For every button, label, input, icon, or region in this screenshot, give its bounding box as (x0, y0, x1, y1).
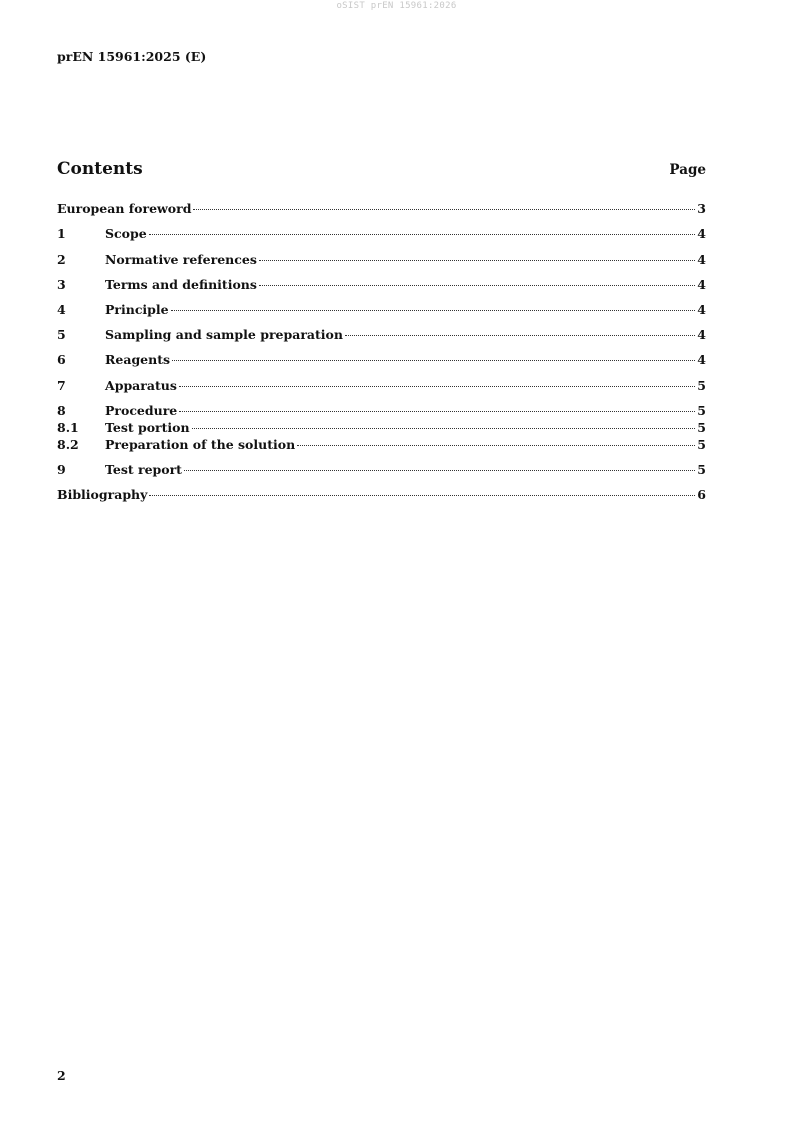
toc-entry-title: Reagents (105, 352, 171, 367)
toc-entry-page: 5 (697, 437, 706, 452)
toc-entry-sampling[interactable] (57, 327, 706, 342)
contents-title: Contents (57, 159, 143, 179)
toc-entry-european-foreword[interactable] (57, 201, 706, 216)
page-column-label: Page (669, 162, 706, 178)
toc-dot-leader (179, 411, 695, 412)
toc-dot-leader (149, 495, 695, 496)
toc-entry-page: 4 (697, 352, 706, 367)
toc-dot-leader (179, 386, 695, 387)
toc-entry-title: Scope (105, 226, 147, 241)
toc-entry-test-portion[interactable] (57, 420, 706, 435)
toc-entry-scope[interactable] (57, 226, 706, 241)
toc-entry-reagents[interactable] (57, 352, 706, 367)
toc-entry-number: 5 (57, 327, 66, 342)
toc-entry-number: 9 (57, 462, 66, 477)
page-number: 2 (57, 1068, 66, 1083)
toc-dot-leader (149, 234, 696, 235)
toc-entry-page: 4 (697, 226, 706, 241)
toc-entry-page: 4 (697, 327, 706, 342)
toc-entry-page: 6 (697, 487, 706, 502)
toc-entry-title: Procedure (105, 403, 178, 418)
toc-entry-apparatus[interactable] (57, 378, 706, 393)
toc-entry-number: 8 (57, 403, 66, 418)
toc-entry-page: 4 (697, 277, 706, 292)
toc-entry-principle[interactable] (57, 302, 706, 317)
toc-entry-number: 6 (57, 352, 66, 367)
toc-dot-leader (297, 445, 695, 446)
toc-entry-normative-references[interactable] (57, 252, 706, 267)
toc-dot-leader (171, 310, 696, 311)
contents-heading (57, 159, 706, 179)
toc-entry-title: Apparatus (105, 378, 177, 393)
toc-entry-number: 7 (57, 378, 66, 393)
toc-entry-number: 8.1 (57, 420, 79, 435)
toc-entry-page: 5 (697, 378, 706, 393)
toc-entry-title: Sampling and sample preparation (105, 327, 343, 342)
toc-entry-page: 5 (697, 420, 706, 435)
document-id-header: prEN 15961:2025 (E) (57, 49, 207, 64)
toc-entry-title: Principle (105, 302, 169, 317)
toc-entry-page: 4 (697, 252, 706, 267)
toc-entry-test-report[interactable] (57, 462, 706, 477)
toc-entry-title: European foreword (57, 201, 192, 216)
toc-entry-page: 5 (697, 403, 706, 418)
toc-entry-title: Test report (105, 462, 182, 477)
toc-dot-leader (345, 335, 695, 336)
toc-entry-number: 8.2 (57, 437, 79, 452)
toc-entry-page: 5 (697, 462, 706, 477)
toc-dot-leader (259, 285, 695, 286)
toc-entry-preparation-of-solution[interactable] (57, 437, 706, 452)
watermark: oSIST prEN 15961:2026 (336, 1, 457, 11)
toc-entry-page: 4 (697, 302, 706, 317)
toc-dot-leader (172, 360, 695, 361)
toc-entry-title: Normative references (105, 252, 257, 267)
toc-entry-title: Test portion (105, 420, 190, 435)
toc-dot-leader (193, 209, 695, 210)
toc-entry-number: 2 (57, 252, 66, 267)
toc-entry-number: 1 (57, 226, 66, 241)
toc-entry-title: Terms and definitions (105, 277, 257, 292)
toc-dot-leader (192, 428, 696, 429)
toc-entry-procedure[interactable] (57, 403, 706, 418)
toc-entry-page: 3 (697, 201, 706, 216)
toc-entry-title: Preparation of the solution (105, 437, 296, 452)
toc-dot-leader (184, 470, 695, 471)
toc-entry-title: Bibliography (57, 487, 148, 502)
toc-entry-number: 3 (57, 277, 66, 292)
toc-entry-bibliography[interactable] (57, 487, 706, 502)
toc-entry-terms-and-definitions[interactable] (57, 277, 706, 292)
toc-entry-number: 4 (57, 302, 66, 317)
toc-dot-leader (259, 260, 695, 261)
